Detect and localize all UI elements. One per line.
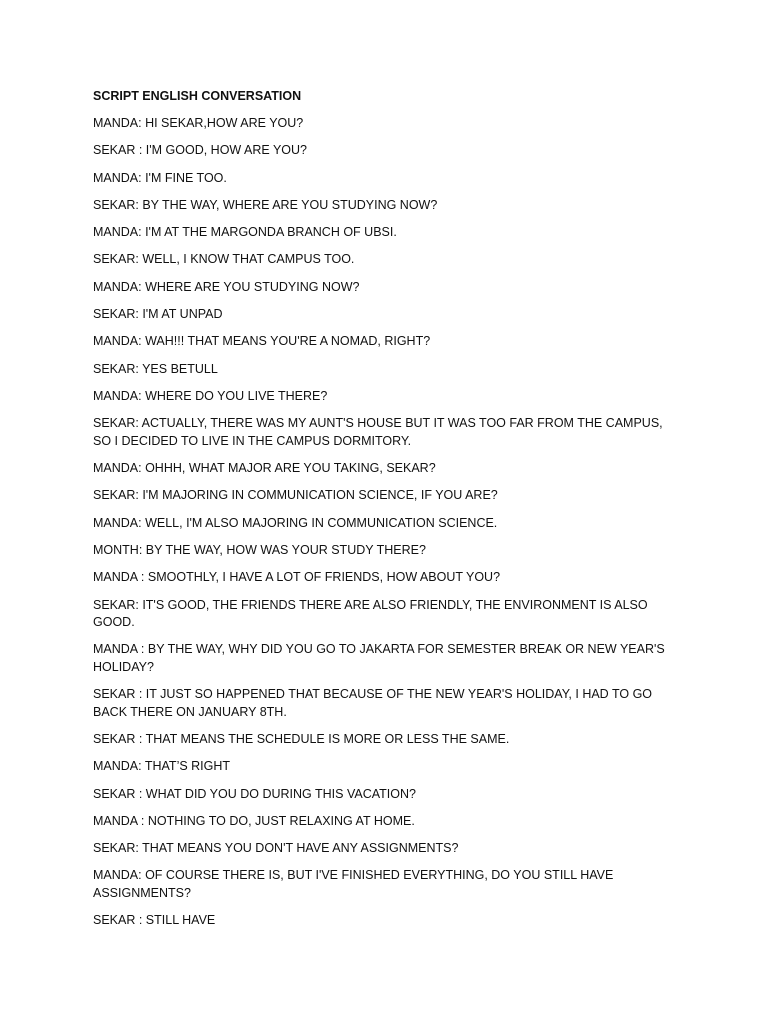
dialogue-line: SEKAR : I'M GOOD, HOW ARE YOU? bbox=[93, 143, 308, 158]
dialogue-line: SEKAR: YES BETULL bbox=[93, 361, 218, 376]
document-body bbox=[93, 88, 683, 940]
dialogue-line: MANDA: I'M FINE TOO. bbox=[93, 170, 227, 185]
dialogue-line: MANDA: OHHH, WHAT MAJOR ARE YOU TAKING, SEKAR? bbox=[93, 461, 436, 476]
dialogue-line: SEKAR: BY THE WAY, WHERE ARE YOU STUDYING NOW? bbox=[93, 197, 438, 212]
dialogue-line: MANDA: WELL, I'M ALSO MAJORING IN COMMUNICATION SCIENCE. bbox=[93, 515, 498, 530]
dialogue-line: MANDA : NOTHING TO DO, JUST RELAXING AT HOME. bbox=[93, 813, 415, 828]
dialogue-line: MANDA: I'M AT THE MARGONDA BRANCH OF UBSI. bbox=[93, 225, 397, 240]
dialogue-line: SEKAR : STILL HAVE bbox=[93, 913, 216, 928]
dialogue-line: SEKAR: IT'S GOOD, THE FRIENDS THERE ARE ALSO FRIENDLY, THE ENVIRONMENT IS ALSO GOOD. bbox=[93, 597, 648, 630]
dialogue-line: SEKAR : IT JUST SO HAPPENED THAT BECAUSE OF THE NEW YEAR'S HOLIDAY, I HAD TO GO BACK THERE ON JANUARY 8TH. bbox=[93, 687, 653, 719]
dialogue-line: MANDA : BY THE WAY, WHY DID YOU GO TO JAKARTA FOR SEMESTER BREAK OR NEW YEAR'S HOLIDAY? bbox=[93, 642, 665, 674]
conversation-lines bbox=[93, 115, 683, 930]
dialogue-line: SEKAR: ACTUALLY, THERE WAS MY AUNT'S HOUSE BUT IT WAS TOO FAR FROM THE CAMPUS, SO I DECIDED TO LIVE IN THE CAMPUS DORMITORY. bbox=[93, 416, 663, 448]
dialogue-line: SEKAR: THAT MEANS YOU DON'T HAVE ANY ASSIGNMENTS? bbox=[93, 841, 459, 856]
dialogue-line: MANDA : SMOOTHLY, I HAVE A LOT OF FRIENDS, HOW ABOUT YOU? bbox=[93, 570, 501, 585]
dialogue-line: MANDA: WAH!!! THAT MEANS YOU'RE A NOMAD, RIGHT? bbox=[93, 334, 431, 349]
dialogue-line: SEKAR : THAT MEANS THE SCHEDULE IS MORE OR LESS THE SAME. bbox=[93, 731, 510, 746]
dialogue-line: MANDA: OF COURSE THERE IS, BUT I'VE FINISHED EVERYTHING, DO YOU STILL HAVE ASSIGNMENTS? bbox=[93, 868, 614, 900]
dialogue-line: SEKAR : WHAT DID YOU DO DURING THIS VACATION? bbox=[93, 786, 416, 801]
dialogue-line: MANDA: THAT’S RIGHT bbox=[93, 759, 231, 774]
dialogue-line: MANDA: WHERE DO YOU LIVE THERE? bbox=[93, 388, 328, 403]
dialogue-line: MONTH: BY THE WAY, HOW WAS YOUR STUDY THERE? bbox=[93, 542, 426, 557]
dialogue-line: MANDA: WHERE ARE YOU STUDYING NOW? bbox=[93, 279, 360, 294]
dialogue-line: MANDA: HI SEKAR,HOW ARE YOU? bbox=[93, 116, 304, 130]
dialogue-line: SEKAR: I'M AT UNPAD bbox=[93, 307, 223, 322]
dialogue-line: SEKAR: WELL, I KNOW THAT CAMPUS TOO. bbox=[93, 252, 355, 267]
document-title: SCRIPT ENGLISH CONVERSATION bbox=[93, 89, 302, 103]
dialogue-line: SEKAR: I'M MAJORING IN COMMUNICATION SCIENCE, IF YOU ARE? bbox=[93, 488, 498, 503]
